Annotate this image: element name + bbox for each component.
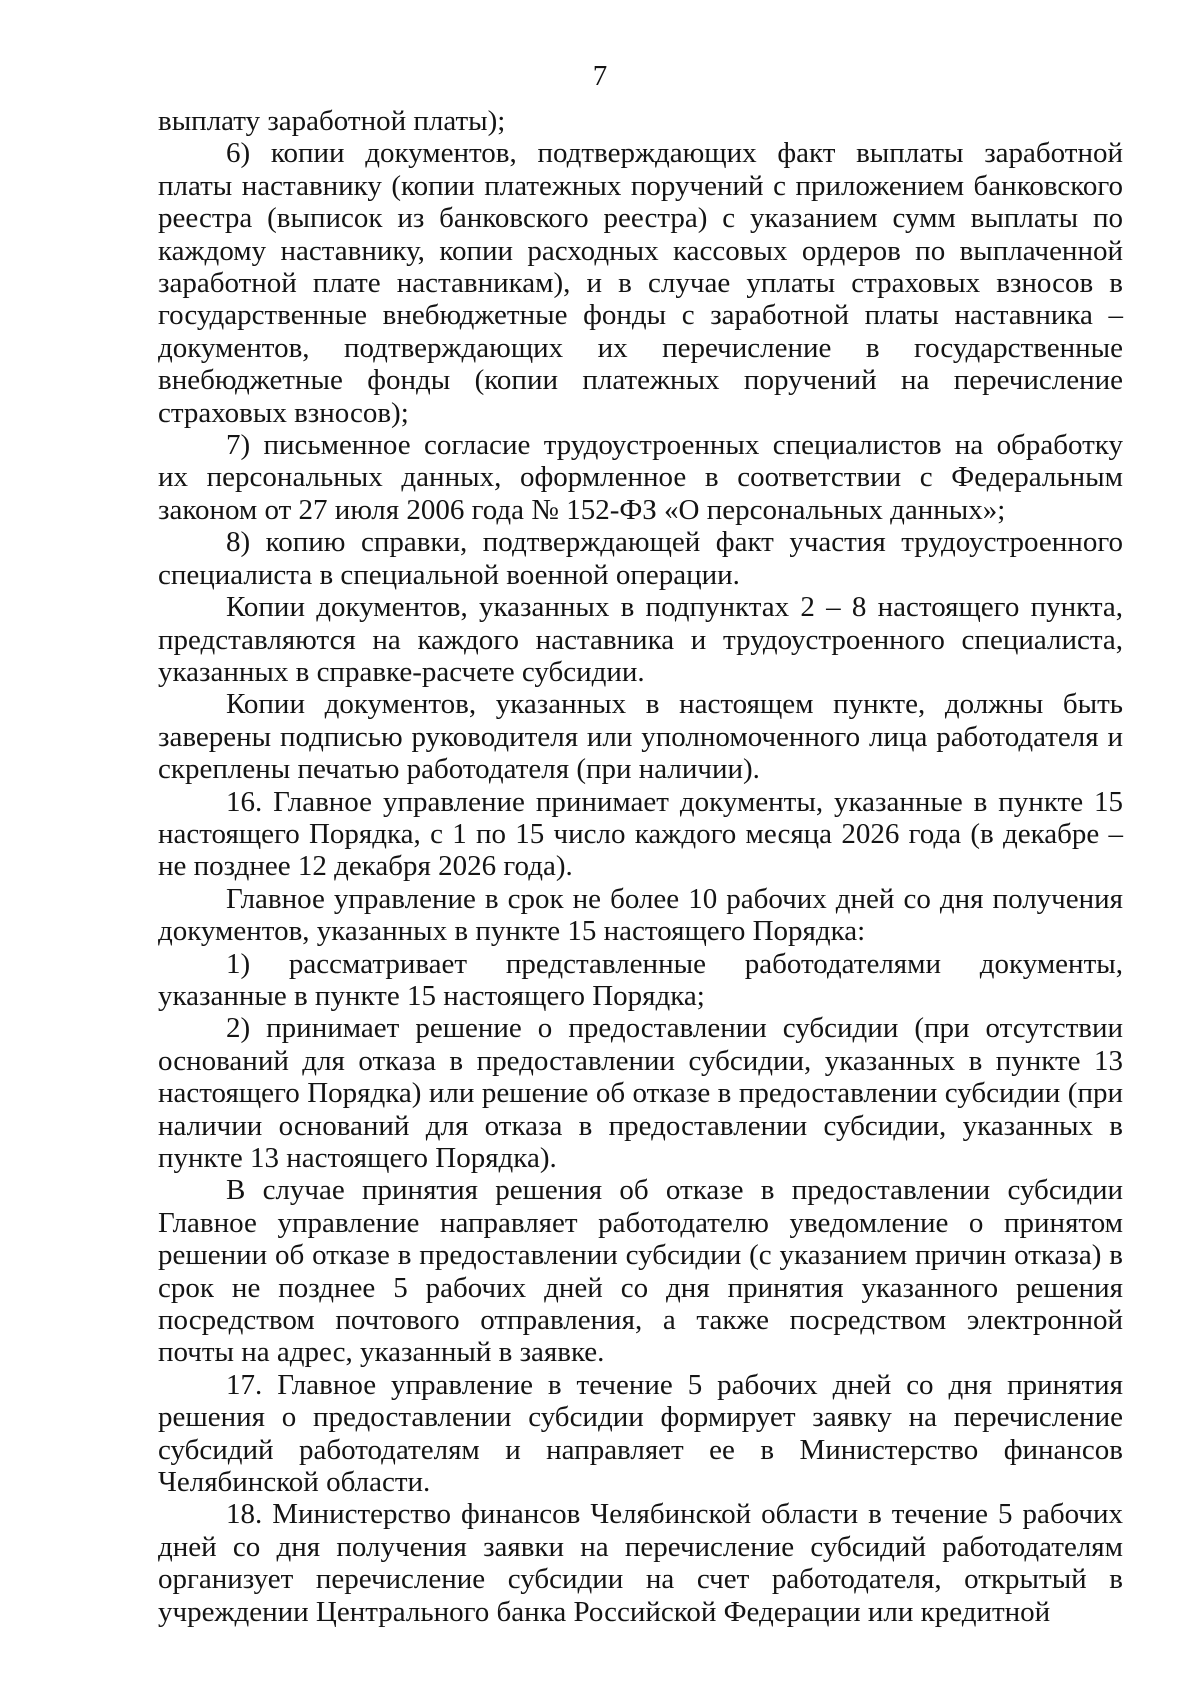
paragraph-review-item-1: 1) рассматривает представленные работодателями документы, указанные в пункте 15 настоящего Порядка;	[158, 947, 1123, 1012]
page-number: 7	[592, 60, 608, 92]
paragraph-item-8: 8) копию справки, подтверждающей факт участия трудоустроенного специалиста в специальной военной операции.	[158, 526, 1123, 591]
paragraph-review-item-2: 2) принимает решение о предоставлении субсидии (при отсутствии оснований для отказа в предоставлении субсидии, указанных в пункте 13 настоящего Порядка) или решение об отказе в предоставлении субсидии (при наличии оснований для отказа в предоставлении субсидии, указанных в пункте 13 настоящего Порядка).	[158, 1012, 1123, 1174]
paragraph-review-period: Главное управление в срок не более 10 рабочих дней со дня получения документов, указанных в пункте 15 настоящего Порядка:	[158, 882, 1123, 948]
paragraph-item-7: 7) письменное согласие трудоустроенных специалистов на обработку их персональных данных, оформленное в соответствии с Федеральным законом от 27 июля 2006 года № 152-ФЗ «О персональных данных»;	[158, 429, 1123, 526]
paragraph-copies-certified: Копии документов, указанных в настоящем пункте, должны быть заверены подписью руководителя или уполномоченного лица работодателя и скреплены печатью работодателя (при наличии).	[158, 688, 1123, 786]
paragraph-section-16: 16. Главное управление принимает документы, указанные в пункте 15 настоящего Порядка, с 1 по 15 число каждого месяца 2026 года (в декабре – не позднее 12 декабря 2026 года).	[158, 785, 1123, 883]
paragraph-item-6: 6) копии документов, подтверждающих факт выплаты заработной платы наставнику (копии платежных поручений с приложением банковского реестра (выписок из банковского реестра) с указанием сумм выплаты по каждому наставнику, копии расходных кассовых ордеров по выплаченной заработной плате наставникам), и в случае уплаты страховых взносов в государственные внебюджетные фонды с заработной платы наставника – документов, подтверждающих их перечисление в государственные внебюджетные фонды (копии платежных поручений на перечисление страховых взносов);	[158, 137, 1123, 429]
paragraph-section-18: 18. Министерство финансов Челябинской области в течение 5 рабочих дней со дня получения заявки на перечисление субсидий работодателям организует перечисление субсидии на счет работодателя, открытый в учреждении Центрального банка Российской Федерации или кредитной	[158, 1498, 1123, 1628]
paragraph-copies-per-person: Копии документов, указанных в подпунктах 2 – 8 настоящего пункта, представляются на каждого наставника и трудоустроенного специалиста, указанных в справке-расчете субсидии.	[158, 591, 1123, 688]
paragraph-refusal-notice: В случае принятия решения об отказе в предоставлении субсидии Главное управление направляет работодателю уведомление о принятом решении об отказе в предоставлении субсидии (с указанием причин отказа) в срок не позднее 5 рабочих дней со дня принятия указанного решения посредством почтового отправления, а также посредством электронной почты на адрес, указанный в заявке.	[158, 1174, 1123, 1369]
paragraph-continuation: выплату заработной платы);	[158, 105, 506, 137]
paragraph-section-17: 17. Главное управление в течение 5 рабочих дней со дня принятия решения о предоставлении субсидии формирует заявку на перечисление субсидий работодателям и направляет ее в Министерство финансов Челябинской области.	[158, 1368, 1123, 1499]
document-body	[158, 105, 1123, 1628]
